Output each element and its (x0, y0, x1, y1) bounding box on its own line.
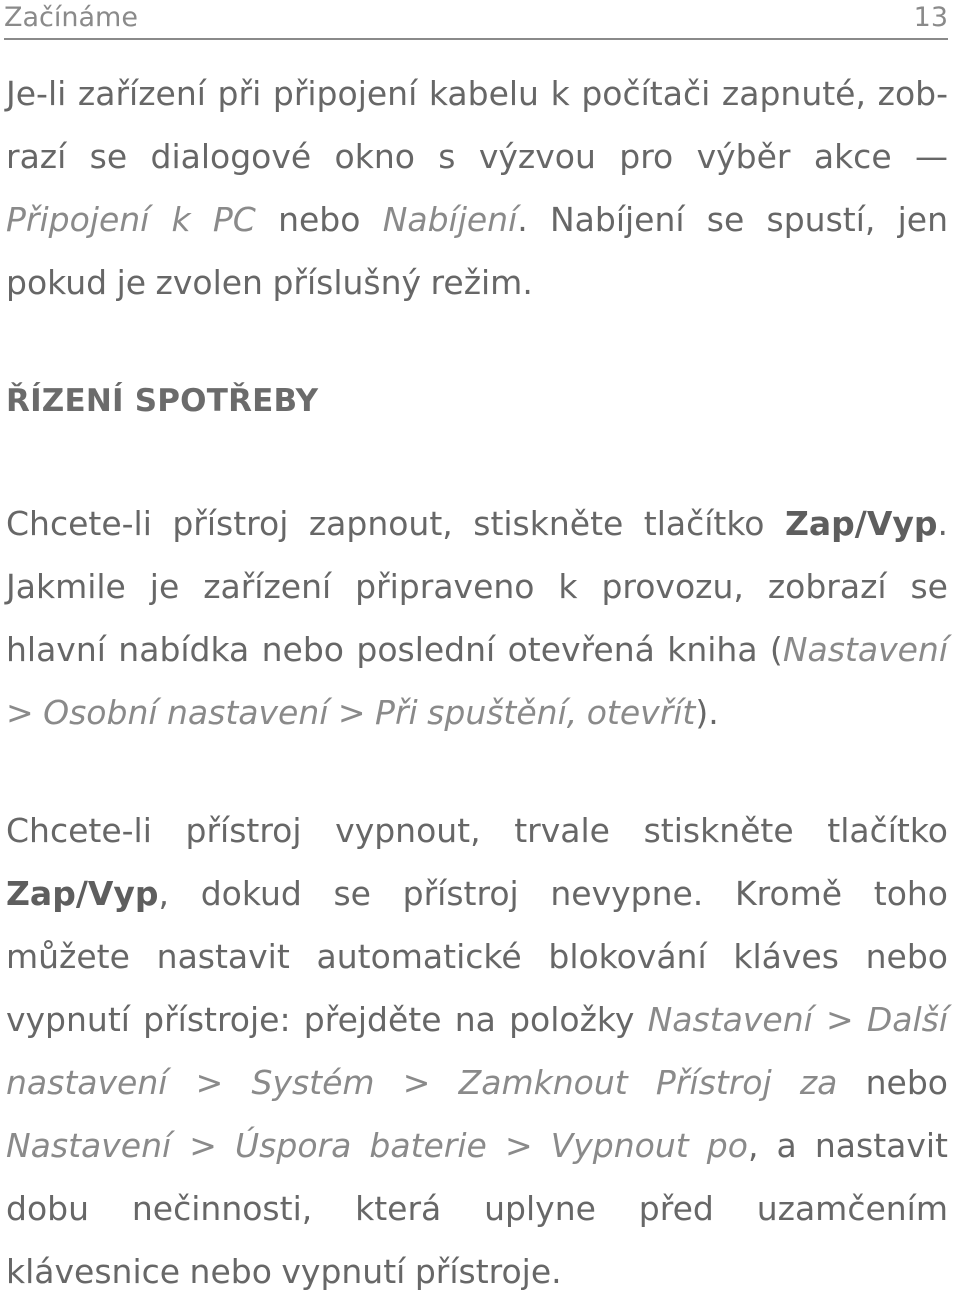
settings-path-lock: Nastavení > Další nastavení > Systém > Zamknout Přístroj za (6, 1000, 948, 1102)
settings-path-battery: Nastavení > Úspora baterie > Vypnout po (6, 1126, 748, 1165)
button-name-power: Zap/Vyp (6, 874, 159, 913)
page-number: 13 (913, 2, 948, 33)
text-segment: , dokud se přístroj nevypne. Kromě toho můžete nastavit automatické blokování kláves nebo vypnutí přístroje: přejděte na položky (6, 874, 948, 1039)
page-content (6, 62, 948, 1303)
page-header (4, 0, 948, 40)
text-segment: Chcete-li přístroj zapnout, stiskněte tlačítko (6, 504, 785, 543)
text-segment: Chcete-li přístroj vypnout, trvale stiskněte tlačítko (6, 811, 948, 850)
menu-option-charging: Nabíjení (382, 200, 518, 239)
paragraph-power-off (6, 799, 948, 1303)
text-segment: . Nabíjení se spustí, jen pokud je zvolen příslušný režim. (6, 200, 948, 302)
paragraph-power-on (6, 492, 948, 744)
text-segment: ). (695, 693, 719, 732)
section-heading: ŘÍZENÍ SPOTŘEBY (6, 383, 319, 419)
text-segment: nebo (837, 1063, 948, 1102)
text-segment: nebo (255, 200, 383, 239)
text-segment: . Jakmile je zařízení připraveno k provozu, zobrazí se hlavní nabídka nebo poslední otevřená kniha ( (6, 504, 948, 669)
text-segment: Je-li zařízení při připojení kabelu k počítači zapnuté, zobrazí se dialogové okno s výzvou pro výběr akce — (6, 74, 948, 176)
text-segment: , a nastavit dobu nečinnosti, která uplyne před uzamčením klávesnice nebo vypnutí přístroje. (6, 1126, 948, 1291)
settings-path: Nastavení > Osobní nastavení > Při spuštění, otevřít (6, 630, 948, 732)
button-name-power: Zap/Vyp (784, 504, 938, 543)
paragraph-connection (6, 62, 948, 314)
chapter-title: Začínáme (4, 2, 138, 33)
menu-option-connect-pc: Připojení k PC (6, 200, 256, 239)
